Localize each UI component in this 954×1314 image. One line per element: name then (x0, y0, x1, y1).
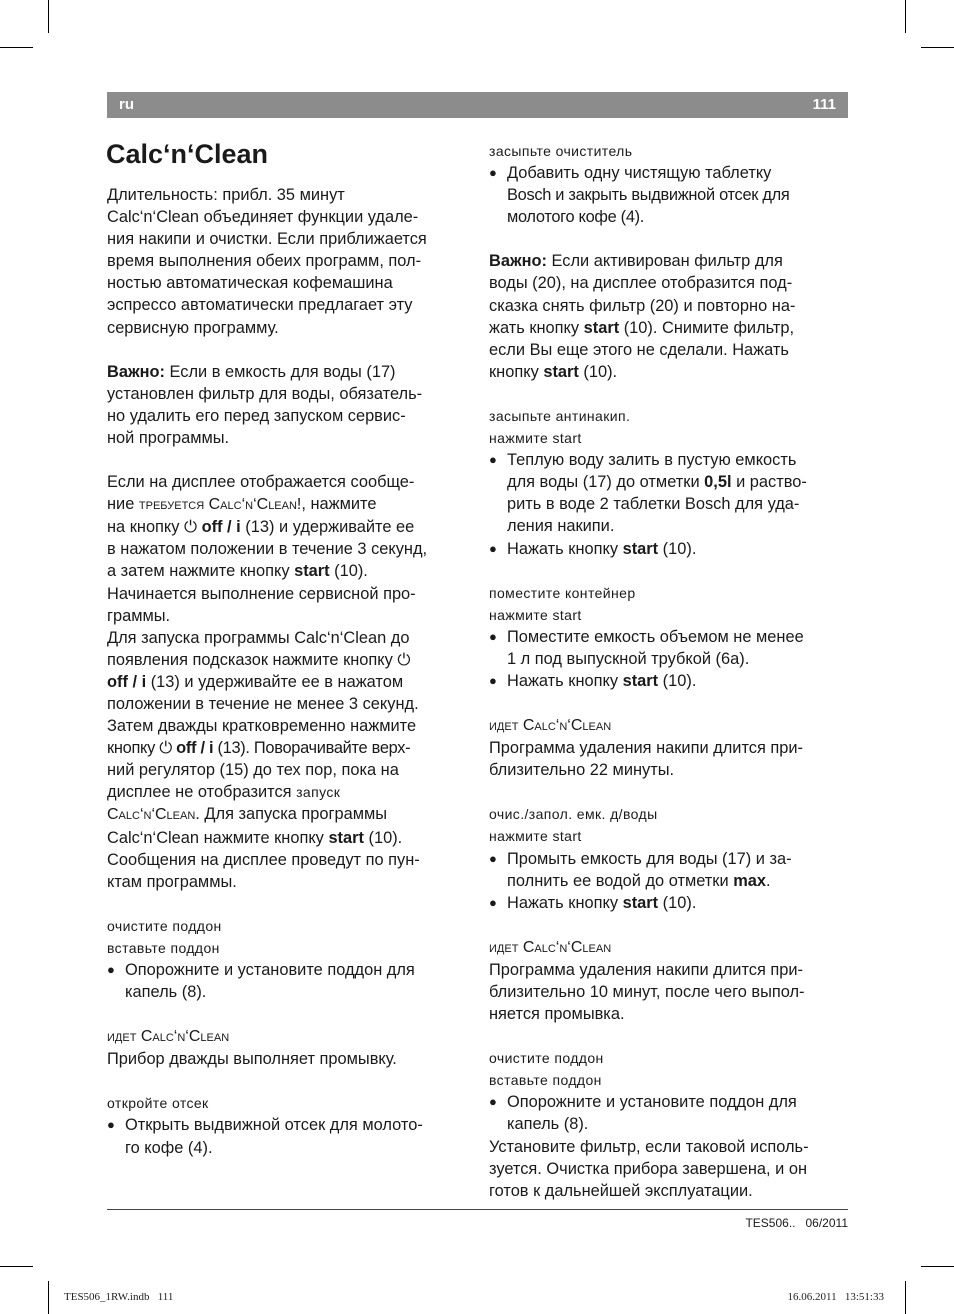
step-rinse-tank (489, 803, 851, 913)
crop-mark (905, 1281, 906, 1314)
list-item: ● Нажать кнопку start (10). (489, 670, 851, 692)
language-code: ru (119, 96, 134, 113)
step-clean-tray (107, 915, 469, 1003)
step-open-drawer (107, 1092, 469, 1158)
list-item: ● Добавить одну чистящую таблетку Bosch и закрыть выдвижной отсек для молотого кофе (4). (489, 162, 851, 228)
start-instructions: Если на дисплее отображается сообще- ние требуется Calc‘n‘Clean!, нажмите на кнопку ⏻ off / i (13) и удерживайте ее в нажатом положении в течение 3 секунд, а затем нажмите кнопку start (10). Начинается выполнение сервисной про- граммы. Для запуска программы Calc‘n‘Clean до появления подсказок нажмите кнопку ⏻ off / i (13) и удерживайте ее в нажатом положении в течение не менее 3 секунд. Затем дважды кратковременно нажмите кнопку ⏻ off / i (13). Поворачивайте верх- ний регулятор (15) до тех пор, пока на дисплее не отобразится запуск Calc‘n‘Clean. Для запуска программы Calc‘n‘Clean нажмите кнопку start (10). Сообщения на дисплее проведут по пун- ктам программы. (107, 473, 428, 891)
display-message: откройте отсек (107, 1095, 209, 1112)
display-message: поместите контейнер (489, 584, 636, 601)
info-icon: i (141, 672, 147, 691)
intro-paragraph: Длительность: прибл. 35 минут Calc‘n‘Clean объединяет функции удале- ния накипи и очистки. Если приближается время выполнения обеих программ, пол- ностью автоматическая кофемашина эспрессо автоматически предлагает эту сервисную программу. (107, 186, 427, 337)
step-final: очистите поддон вставьте поддон ● Опорожните и установите поддон для капель (8). Установите фильтр, если таковой исполь- зуется. Очистка прибора завершена, и он готов к дальнейшей эксплуатации. (489, 1047, 851, 1202)
display-message: запуск (296, 784, 341, 801)
step-add-descaler (489, 405, 851, 560)
print-slug-stamp: 16.06.2011 13:51:33 (787, 1291, 884, 1303)
page-title: Calc‘n‘Clean (106, 139, 269, 169)
step-running-22: идет Calc‘n‘Clean Программа удаления накипи длится при- близительно 22 минуты. (489, 717, 803, 780)
crop-mark (921, 47, 954, 48)
info-icon: i (236, 518, 241, 537)
power-icon: ⏻ (397, 650, 411, 669)
display-message: идет Calc‘n‘Clean (489, 938, 612, 956)
crop-mark (0, 1266, 33, 1267)
display-message: нажмите start (489, 828, 582, 845)
display-message: вставьте поддон (489, 1072, 602, 1089)
important-note: Важно: Если в емкость для воды (17) установлен фильтр для воды, обязатель- но удалить его перед запуском сервис- ной программы. (107, 362, 423, 447)
display-message: нажмите start (489, 606, 582, 623)
page-number: 111 (812, 96, 836, 113)
crop-mark (48, 0, 49, 33)
list-item: ● Нажать кнопку start (10). (489, 538, 851, 560)
display-message: идет Calc‘n‘Clean (107, 1028, 230, 1046)
power-icon: ⏻ (184, 518, 198, 537)
right-column (489, 140, 851, 1202)
display-message: засыпьте антинакип. (489, 407, 631, 424)
footer (745, 1216, 848, 1230)
edition-date: 06/2011 (805, 1216, 848, 1230)
list-item: ● Поместите емкость объемом не менее 1 л под выпускной трубкой (6а). (489, 626, 851, 670)
crop-mark (48, 1281, 49, 1314)
crop-mark (0, 47, 33, 48)
list-item: ● Опорожните и установите поддон для капель (8). (107, 959, 469, 1003)
display-message: требуется Calc‘n‘Clean! (138, 496, 302, 514)
list-item: ● Открыть выдвижной отсек для молото- го кофе (4). (107, 1114, 469, 1158)
crop-mark (905, 0, 906, 33)
display-message: идет Calc‘n‘Clean (489, 717, 612, 735)
crop-mark (921, 1266, 954, 1267)
left-column (107, 184, 469, 1159)
display-message: нажмите start (489, 430, 582, 447)
step-place-container (489, 582, 851, 692)
header-bar (107, 92, 848, 118)
power-icon: ⏻ (159, 739, 172, 758)
display-message: засыпьте очиститель (489, 143, 633, 159)
model-number: TES506.. (745, 1216, 796, 1230)
display-message: вставьте поддон (107, 939, 220, 956)
display-message: очистите поддон (489, 1050, 604, 1067)
info-icon: i (208, 739, 214, 758)
step-running-10: идет Calc‘n‘Clean Программа удаления накипи длится при- близительно 10 минут, после чего выпол- няется промывка. (489, 938, 805, 1024)
list-item: ● Нажать кнопку start (10). (489, 892, 851, 914)
step-running: идет Calc‘n‘Clean Прибор дважды выполняет промывку. (107, 1028, 397, 1069)
list-item: ● Промыть емкость для воды (17) и за- полнить ее водой до отметки max. (489, 848, 851, 892)
step-add-cleaner (489, 140, 851, 228)
list-item: ● Теплую воду залить в пустую емкость для воды (17) до отметки 0,5l и раство- рить в воде 2 таблетки Bosch для уда- ления накипи. (489, 449, 851, 537)
display-message: Calc‘n‘Clean (107, 806, 196, 824)
list-item: ● Опорожните и установите поддон для капель (8). (489, 1091, 851, 1135)
important-note-filter: Важно: Если активирован фильтр для воды (20), на дисплее отобразится под- сказка снять фильтр (20) и повторно на- жать кнопку start (10). Снимите фильтр, если Вы еще этого не сделали. Нажать кнопку start (10). (489, 252, 796, 381)
display-message: очистите поддон (107, 917, 222, 934)
footer-rule (107, 1209, 848, 1210)
display-message: очис./запол. емк. д/воды (489, 806, 658, 823)
print-slug-file: TES506_1RW.indb 111 (64, 1291, 174, 1303)
